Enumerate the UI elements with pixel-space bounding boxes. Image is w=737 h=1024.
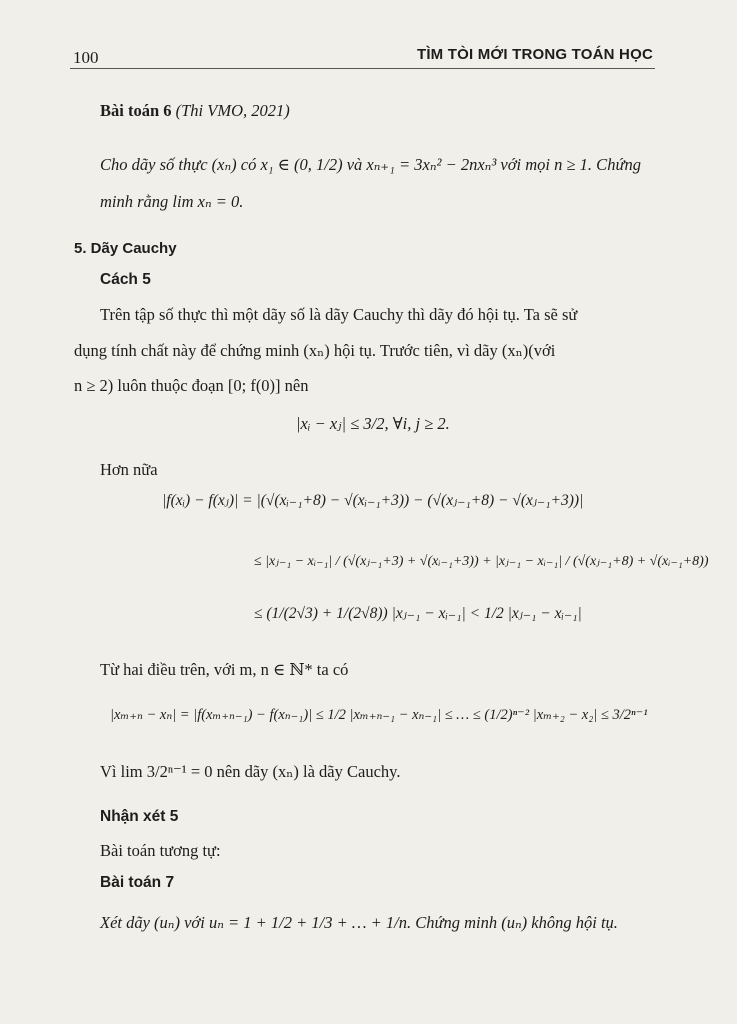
paragraph1-line3: n ≥ 2) luôn thuộc đoạn [0; f(0)] nên [74, 376, 309, 395]
equation-lipschitz-2: ≤ |xⱼ₋₁ − xᵢ₋₁| / (√(xⱼ₋₁+3) + √(xᵢ₋₁+3)) + |xⱼ₋₁ − xᵢ₋₁| / (√(xⱼ₋₁+8) + √(xᵢ₋₁+8)) [254, 554, 709, 569]
section5-method: Cách 5 [100, 271, 151, 288]
paragraph1-line1: Trên tập số thực thì một dãy số là dãy Cauchy thì dãy đó hội tụ. Ta sẽ sử [100, 305, 578, 324]
paragraph4: Vì lim 3/2ⁿ⁻¹ = 0 nên dãy (xₙ) là dãy Cauchy. [100, 762, 401, 781]
page-number: 100 [73, 48, 99, 67]
equation-bound: |xᵢ − xⱼ| ≤ 3/2, ∀i, j ≥ 2. [296, 414, 450, 433]
section5-title: 5. Dãy Cauchy [74, 240, 177, 257]
remark-title: Nhận xét 5 [100, 808, 179, 825]
header-rule [70, 68, 655, 69]
problem6-heading [100, 101, 290, 121]
problem7-statement: Xét dãy (uₙ) với uₙ = 1 + 1/2 + 1/3 + … + 1/n. Chứng minh (uₙ) không hội tụ. [100, 913, 618, 932]
problem6-source: (Thi VMO, 2021) [175, 101, 290, 120]
paragraph2: Hơn nữa [100, 460, 158, 479]
problem6-statement-2: minh rằng lim xₙ = 0. [100, 192, 244, 211]
problem6-statement-1: Cho dãy số thực (xₙ) có x₁ ∈ (0, 1/2) và xₙ₊₁ = 3xₙ² − 2nxₙ³ với mọi n ≥ 1. Chứng [100, 155, 641, 174]
problem7-title: Bài toán 7 [100, 874, 175, 891]
equation-lipschitz-1: |f(xᵢ) − f(xⱼ)| = |(√(xᵢ₋₁+8) − √(xᵢ₋₁+3)) − (√(xⱼ₋₁+8) − √(xⱼ₋₁+3))| [162, 492, 584, 509]
problem6-title: Bài toán 6 [100, 101, 172, 120]
remark-text: Bài toán tương tự: [100, 841, 221, 860]
equation-lipschitz-3: ≤ (1/(2√3) + 1/(2√8)) |xⱼ₋₁ − xᵢ₋₁| < 1/2 |xⱼ₋₁ − xᵢ₋₁| [254, 605, 582, 622]
running-header-title: TÌM TÒI MỚI TRONG TOÁN HỌC [416, 46, 653, 63]
equation-cauchy: |xₘ₊ₙ − xₙ| = |f(xₘ₊ₙ₋₁) − f(xₙ₋₁)| ≤ 1/2 |xₘ₊ₙ₋₁ − xₙ₋₁| ≤ … ≤ (1/2)ⁿ⁻² |xₘ₊₂ − x₂| ≤ 3/2ⁿ⁻¹ [110, 707, 648, 723]
paragraph3: Từ hai điều trên, với m, n ∈ ℕ* ta có [100, 660, 349, 679]
paragraph1-line2: dụng tính chất này để chứng minh (xₙ) hội tụ. Trước tiên, vì dãy (xₙ)(với [74, 341, 556, 360]
